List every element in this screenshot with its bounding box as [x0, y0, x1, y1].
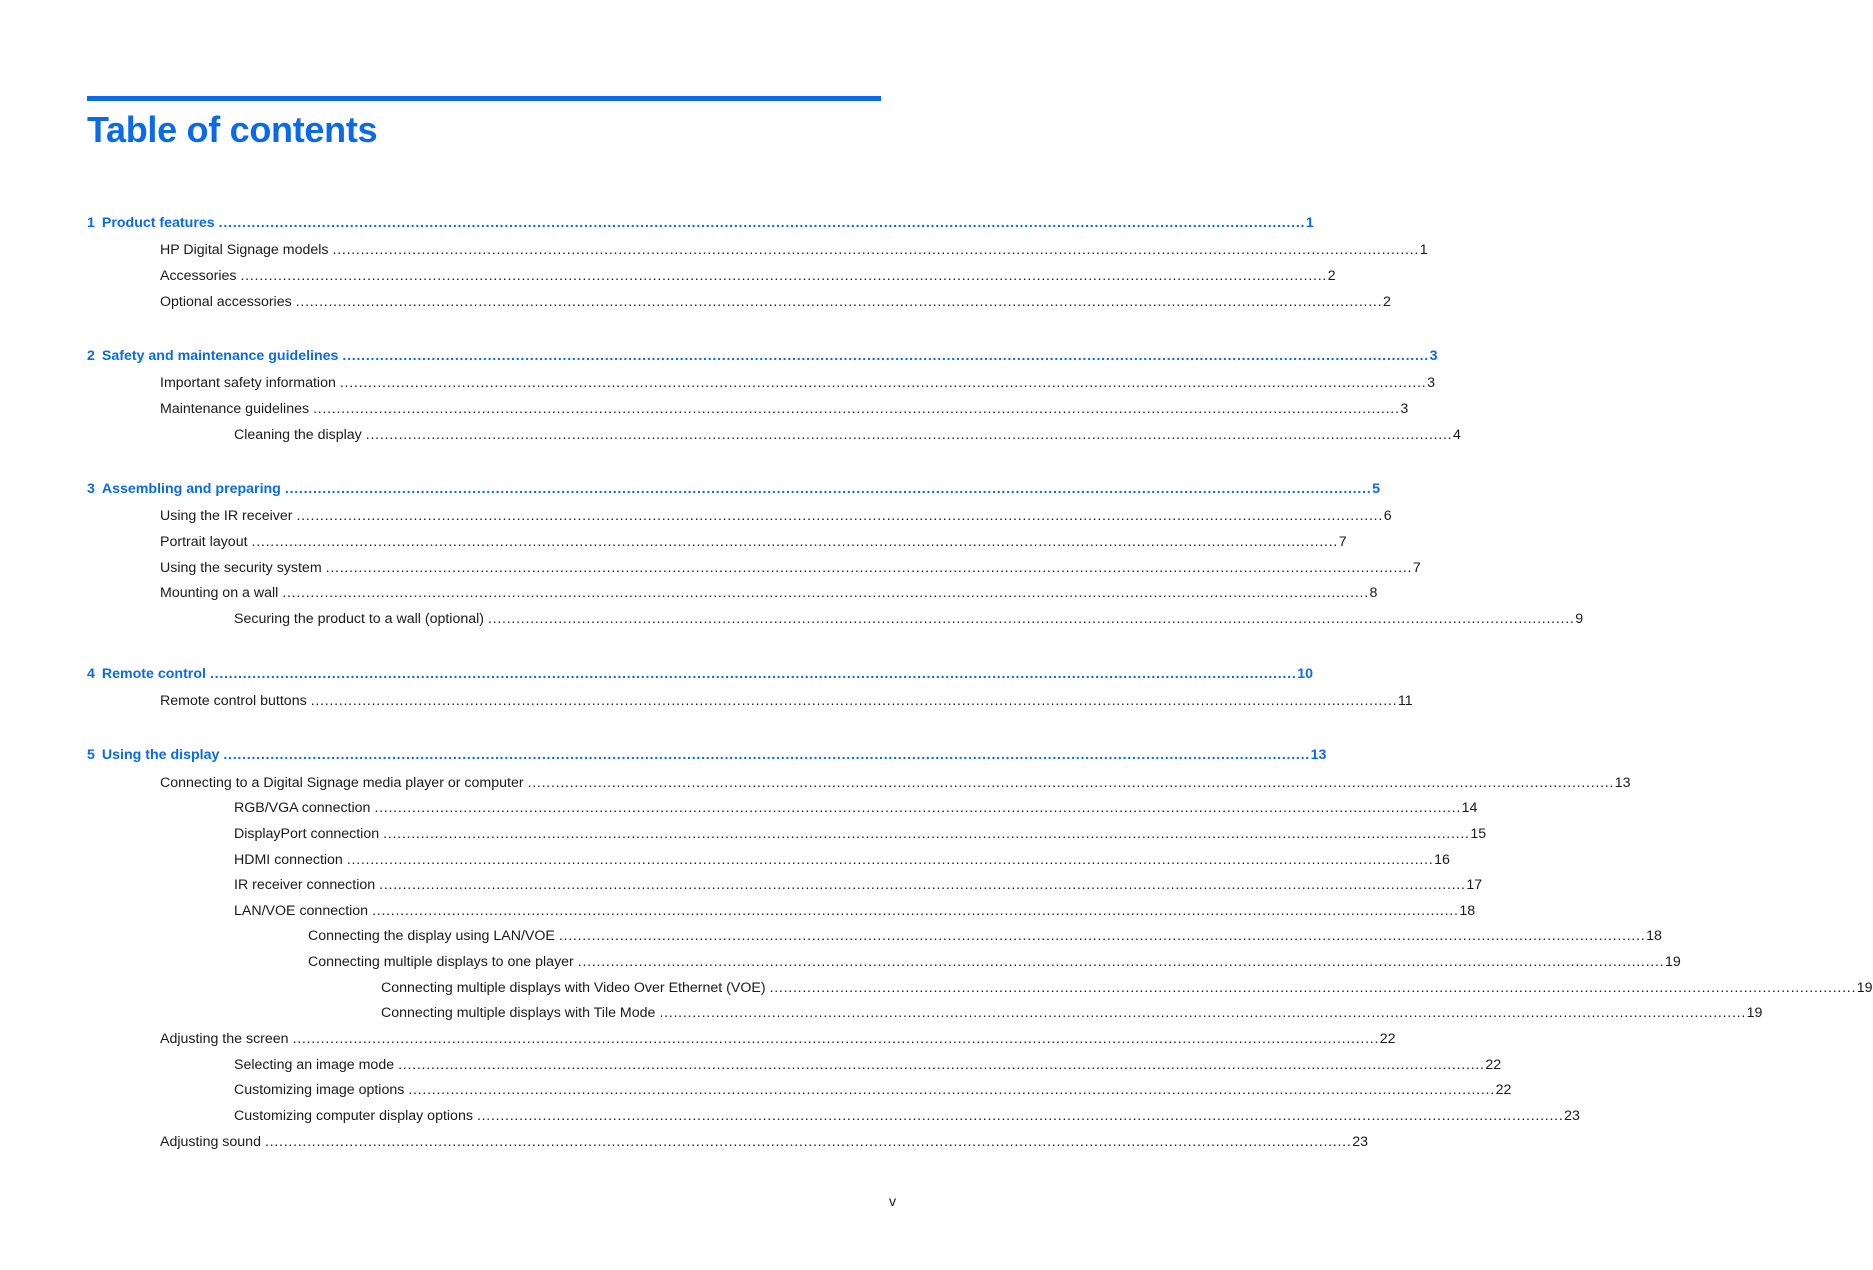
toc-page-number: 17 [1466, 877, 1483, 893]
toc-entry[interactable] [0, 399, 1409, 419]
toc-page-number: 3 [1400, 401, 1409, 417]
toc-page-number: 22 [1485, 1057, 1502, 1073]
toc-page-number: 19 [1746, 1005, 1763, 1021]
toc-entry[interactable] [0, 978, 1873, 998]
toc-entry-label: Selecting an image mode [234, 1057, 395, 1073]
toc-entry[interactable] [0, 850, 1450, 870]
toc-page-number: 11 [1397, 693, 1413, 709]
toc-entry-label: DisplayPort connection [234, 826, 380, 842]
dot-leader [408, 1080, 1492, 1100]
toc-page-number: 3 [1427, 375, 1435, 391]
dot-leader [223, 745, 1307, 765]
toc-entry-label: Adjusting sound [160, 1134, 261, 1150]
toc-entry-label: Optional accessories [160, 294, 292, 310]
toc-entry-label: Important safety information [160, 375, 336, 391]
dot-leader [296, 506, 1380, 526]
toc-entry[interactable] [0, 952, 1681, 972]
toc-page-number: 8 [1369, 585, 1378, 601]
toc-entry[interactable] [0, 1055, 1502, 1075]
toc-chapter-title [87, 213, 215, 233]
dot-leader [372, 901, 1456, 921]
toc-page-number: 19 [1856, 980, 1873, 996]
toc-entry[interactable] [0, 583, 1378, 603]
toc-page-number: 7 [1412, 560, 1421, 576]
dot-leader [285, 479, 1369, 499]
toc-page-number: 10 [1297, 666, 1313, 682]
dot-leader [366, 425, 1450, 445]
toc-page-number: 18 [1646, 928, 1662, 944]
toc-chapter-label: Safety and maintenance guidelines [101, 348, 339, 364]
dot-leader [528, 773, 1612, 793]
toc-page-number: 15 [1470, 826, 1487, 842]
toc-entry-label: Using the security system [160, 560, 322, 576]
toc-chapter-label: Using the display [101, 747, 220, 763]
toc-entry[interactable] [0, 506, 1392, 526]
toc-entry[interactable] [0, 1003, 1763, 1023]
toc-entry[interactable] [0, 1080, 1512, 1100]
dot-leader [374, 798, 1458, 818]
toc-entry[interactable] [0, 266, 1336, 286]
toc-chapter-title [87, 479, 281, 499]
toc-entry[interactable] [0, 532, 1347, 552]
toc-entry[interactable] [0, 240, 1428, 260]
toc-page-number: 3 [1429, 348, 1438, 364]
toc-page-number: 9 [1575, 611, 1584, 627]
toc-page-number: 2 [1327, 268, 1336, 284]
toc-entry[interactable] [0, 1029, 1396, 1049]
dot-leader [326, 558, 1410, 578]
toc-entry[interactable] [0, 824, 1487, 844]
toc-page-number: 1 [1419, 242, 1428, 258]
dot-leader [311, 691, 1395, 711]
dot-leader [210, 664, 1294, 684]
dot-leader [240, 266, 1324, 286]
toc-page-number: 14 [1461, 800, 1478, 816]
dot-leader [313, 399, 1397, 419]
toc-entry-label: Cleaning the display [234, 427, 362, 443]
dot-leader [252, 532, 1336, 552]
dot-leader [282, 583, 1366, 603]
toc-entry-label: Remote control buttons [160, 693, 307, 709]
toc-entry-label: HDMI connection [234, 852, 343, 868]
toc-entry-label: RGB/VGA connection [234, 800, 371, 816]
toc-page-number: 13 [1310, 747, 1327, 763]
toc-entry-label: Customizing computer display options [234, 1108, 473, 1124]
toc-entry-label: IR receiver connection [234, 877, 376, 893]
toc-page-number: 4 [1453, 427, 1461, 443]
toc-chapter-label: Product features [101, 215, 215, 231]
dot-leader [296, 292, 1380, 312]
toc-entry[interactable] [0, 558, 1421, 578]
dot-leader [342, 346, 1426, 366]
toc-page-number: 23 [1352, 1134, 1368, 1150]
toc-entry-label: Using the IR receiver [160, 508, 293, 524]
dot-leader [578, 952, 1662, 972]
toc-chapter-number: 2 [87, 348, 95, 364]
dot-leader [383, 824, 1467, 844]
toc-chapter-entry[interactable] [0, 213, 1314, 233]
toc-entry-label: Connecting the display using LAN/VOE [308, 928, 555, 944]
dot-leader [219, 213, 1303, 233]
toc-page-number: 22 [1495, 1082, 1512, 1098]
toc-page-number: 16 [1434, 852, 1450, 868]
toc-chapter-entry[interactable] [0, 745, 1327, 765]
dot-leader [347, 850, 1431, 870]
dot-leader [559, 926, 1643, 946]
page-title: Table of contents [87, 109, 378, 150]
toc-entry-label: Maintenance guidelines [160, 401, 310, 417]
dot-leader [333, 240, 1417, 260]
toc-chapter-title [87, 745, 219, 765]
toc-entry[interactable] [0, 798, 1478, 818]
toc-chapter-entry[interactable] [0, 664, 1313, 684]
toc-page-number: 19 [1665, 954, 1681, 970]
toc-entry[interactable] [0, 1132, 1368, 1152]
toc-entry[interactable] [0, 609, 1584, 629]
dot-leader [265, 1132, 1349, 1152]
toc-entry[interactable] [0, 1106, 1580, 1126]
toc-entry-label: Accessories [160, 268, 237, 284]
toc-entry[interactable] [0, 901, 1476, 921]
dot-leader [340, 373, 1424, 393]
toc-entry-label: LAN/VOE connection [234, 903, 369, 919]
toc-chapter-number: 3 [87, 481, 95, 497]
toc-chapter-title [87, 664, 206, 684]
toc-page-number: 13 [1614, 775, 1631, 791]
toc-entry-label: Adjusting the screen [160, 1031, 289, 1047]
dot-leader [398, 1055, 1482, 1075]
toc-entry-label: Connecting multiple displays with Tile Mode [381, 1005, 656, 1021]
toc-page-number: 6 [1383, 508, 1392, 524]
toc-entry[interactable] [0, 425, 1461, 445]
toc-entry[interactable] [0, 875, 1483, 895]
toc-chapter-entry[interactable] [0, 346, 1438, 366]
toc-page-number: 18 [1459, 903, 1476, 919]
dot-leader [488, 609, 1572, 629]
toc-entry[interactable] [0, 773, 1631, 793]
toc-entry-label: HP Digital Signage models [160, 242, 329, 258]
toc-page-number: 7 [1338, 534, 1347, 550]
toc-entry[interactable] [0, 926, 1662, 946]
dot-leader [770, 978, 1854, 998]
toc-entry-label: Mounting on a wall [160, 585, 279, 601]
toc-page-number: 2 [1382, 294, 1391, 310]
toc-entry[interactable] [0, 691, 1413, 711]
toc-chapter-title [87, 346, 338, 366]
toc-entry-label: Securing the product to a wall (optional) [234, 611, 484, 627]
toc-entry-label: Customizing image options [234, 1082, 405, 1098]
toc-chapter-label: Remote control [101, 666, 206, 682]
dot-leader [659, 1003, 1743, 1023]
toc-chapter-label: Assembling and preparing [101, 481, 281, 497]
toc-page-number: 1 [1305, 215, 1314, 231]
toc-page-number: 5 [1372, 481, 1380, 497]
toc-entry[interactable] [0, 292, 1391, 312]
dot-leader [477, 1106, 1561, 1126]
toc-page-number: 23 [1564, 1108, 1580, 1124]
toc-entry-label: Connecting to a Digital Signage media player or computer [160, 775, 524, 791]
dot-leader [379, 875, 1463, 895]
toc-chapter-number: 4 [87, 666, 95, 682]
dot-leader [293, 1029, 1377, 1049]
toc-page-number: 22 [1379, 1031, 1396, 1047]
toc-entry-label: Connecting multiple displays to one player [308, 954, 574, 970]
toc-entry-label: Portrait layout [160, 534, 248, 550]
toc-entry[interactable] [0, 373, 1435, 393]
toc-entry-label: Connecting multiple displays with Video Over Ethernet (VOE) [381, 980, 766, 996]
page-number: v [889, 1194, 897, 1210]
toc-chapter-number: 5 [87, 747, 95, 763]
toc-chapter-number: 1 [87, 215, 95, 231]
title-rule [87, 96, 881, 101]
toc-chapter-entry[interactable] [0, 479, 1380, 499]
